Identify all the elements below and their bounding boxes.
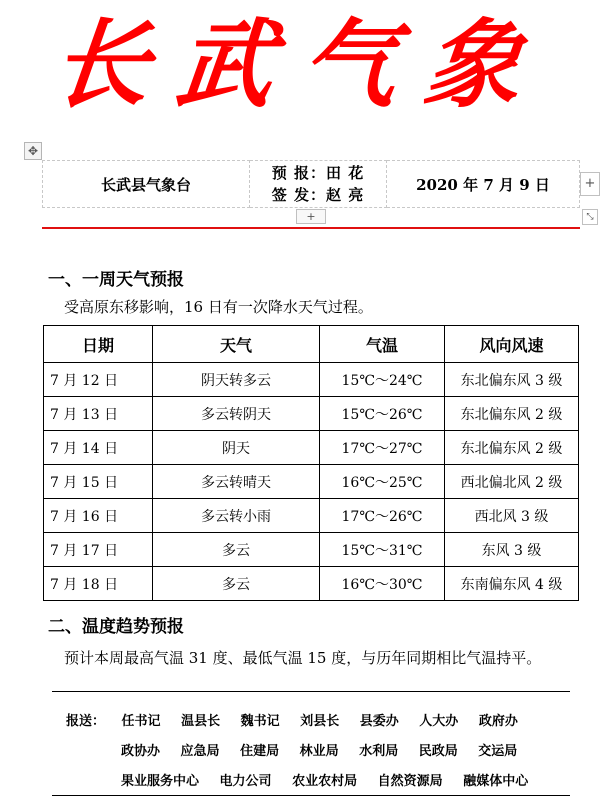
masthead-title: 长武气象 (47, 8, 555, 121)
add-column-button[interactable]: + (580, 172, 600, 196)
recipient: 温县长 (181, 714, 221, 729)
cell-weather: 多云 (153, 567, 320, 601)
forecaster-signer (250, 161, 387, 208)
cell-date: 7 月 18 日 (44, 567, 153, 601)
header-info-table (42, 160, 580, 208)
table-move-handle-icon[interactable]: ✥ (24, 142, 42, 160)
signer-line: 签 发：赵 亮 (271, 186, 365, 204)
cell-date: 7 月 17 日 (44, 533, 153, 567)
forecast-table (43, 325, 579, 601)
cell-temperature: 15℃～31℃ (320, 533, 445, 567)
recipient: 果业服务中心 (121, 774, 200, 789)
week-forecast-summary: 受高原东移影响，16 日有一次降水天气过程。 (64, 298, 373, 316)
cell-date: 7 月 12 日 (44, 363, 153, 397)
forecaster-line: 预 报：田 花 (271, 164, 365, 182)
temperature-trend-summary: 预计本周最高气温 31 度、最低气温 15 度，与历年同期相比气温持平。 (64, 649, 542, 667)
cell-wind: 西北风 3 级 (445, 499, 579, 533)
cell-weather: 多云转小雨 (153, 499, 320, 533)
cell-date: 7 月 13 日 (44, 397, 153, 431)
distribution-line-3 (121, 770, 544, 789)
table-resize-handle-icon[interactable]: ⤡ (582, 209, 598, 225)
table-row (44, 431, 579, 465)
recipient: 林业局 (299, 744, 339, 759)
table-row (44, 397, 579, 431)
cell-date: 7 月 15 日 (44, 465, 153, 499)
recipient: 县委办 (359, 714, 399, 729)
table-row (44, 465, 579, 499)
recipient: 水利局 (359, 744, 399, 759)
cell-weather: 阴天 (153, 431, 320, 465)
cell-wind: 东北偏东风 2 级 (445, 397, 579, 431)
distribution-label: 报送： (66, 714, 106, 729)
week-forecast-title: 一、一周天气预报 (48, 270, 184, 290)
issue-date: 2020 年 7 月 9 日 (387, 161, 580, 208)
distribution-line-2 (121, 740, 533, 759)
add-row-button[interactable]: + (296, 209, 326, 224)
distribution-bottom-rule (52, 795, 570, 796)
cell-temperature: 17℃～26℃ (320, 499, 445, 533)
cell-weather: 多云转晴天 (153, 465, 320, 499)
table-row (44, 533, 579, 567)
cell-weather: 多云转阴天 (153, 397, 320, 431)
recipient: 刘县长 (300, 714, 340, 729)
header-temperature: 气温 (320, 326, 445, 363)
cell-temperature: 15℃～26℃ (320, 397, 445, 431)
cell-temperature: 16℃～25℃ (320, 465, 445, 499)
recipient: 魏书记 (240, 714, 280, 729)
recipient: 融媒体中心 (463, 774, 529, 789)
table-header-row (44, 326, 579, 363)
recipient: 民政局 (418, 744, 458, 759)
distribution-top-rule (52, 691, 570, 692)
cell-temperature: 16℃～30℃ (320, 567, 445, 601)
table-row (44, 499, 579, 533)
recipient: 住建局 (240, 744, 280, 759)
recipient: 农业农村局 (292, 774, 358, 789)
cell-temperature: 17℃～27℃ (320, 431, 445, 465)
cell-date: 7 月 14 日 (44, 431, 153, 465)
recipient: 政府办 (478, 714, 518, 729)
red-divider (42, 227, 580, 229)
distribution-line-1 (66, 710, 534, 729)
header-weather: 天气 (153, 326, 320, 363)
organization-name: 长武县气象台 (43, 161, 250, 208)
recipient: 电力公司 (219, 774, 272, 789)
cell-wind: 东北偏东风 3 级 (445, 363, 579, 397)
header-wind: 风向风速 (445, 326, 579, 363)
cell-wind: 东北偏东风 2 级 (445, 431, 579, 465)
recipient: 人大办 (419, 714, 459, 729)
cell-weather: 阴天转多云 (153, 363, 320, 397)
table-row (44, 363, 579, 397)
recipient: 应急局 (180, 744, 220, 759)
temperature-trend-title: 二、温度趋势预报 (48, 617, 184, 637)
cell-weather: 多云 (153, 533, 320, 567)
recipient: 交运局 (478, 744, 518, 759)
recipient: 政协办 (121, 744, 161, 759)
header-date: 日期 (44, 326, 153, 363)
table-row (44, 567, 579, 601)
cell-wind: 东南偏东风 4 级 (445, 567, 579, 601)
cell-date: 7 月 16 日 (44, 499, 153, 533)
recipient: 任书记 (121, 714, 161, 729)
cell-temperature: 15℃～24℃ (320, 363, 445, 397)
recipient: 自然资源局 (377, 774, 443, 789)
cell-wind: 西北偏北风 2 级 (445, 465, 579, 499)
cell-wind: 东风 3 级 (445, 533, 579, 567)
masthead (0, 0, 602, 130)
